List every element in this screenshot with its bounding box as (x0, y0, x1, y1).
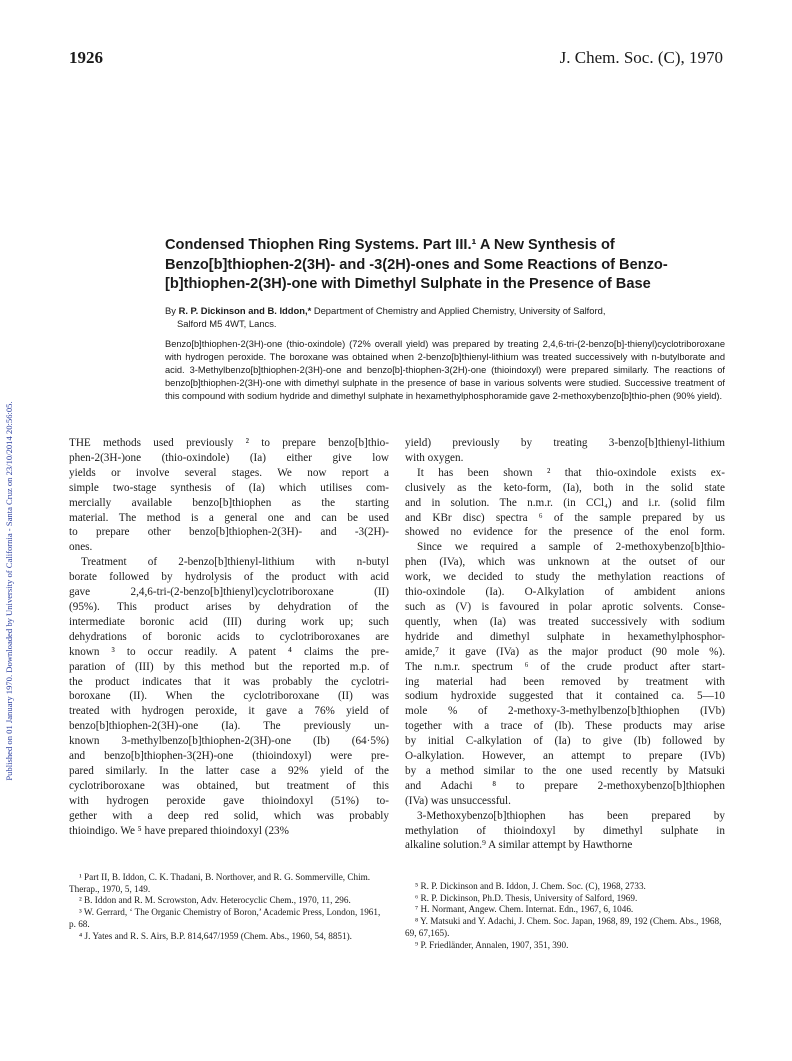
journal-running-head: J. Chem. Soc. (C), 1970 (559, 48, 723, 67)
footnote: ⁵ R. P. Dickinson and B. Iddon, J. Chem. Soc. (C), 1968, 2733. (415, 881, 646, 891)
footnote: ² B. Iddon and R. M. Scrowston, Adv. Heterocyclic Chem., 1970, 11, 296. (79, 895, 351, 906)
body-text-line: sodium hydroxide suggested that it contained ca. 5—10 (405, 690, 725, 703)
body-text-line: and benzo[b]thiophen-3(2H)-one (thioindoxyl) were pre- (69, 750, 389, 763)
body-text-line: benzo[b]thiophen-2(3H)-one (Ia). The previously un- (69, 720, 389, 733)
body-text-line: with oxygen. (405, 451, 464, 464)
body-text-line: O-alkylation. However, an attempt to prepare (IVb) (405, 750, 725, 763)
body-text-line: (IVa) was unsuccessful. (405, 794, 511, 807)
body-text-line: by initial C-alkylation of (Ia) to give (Ib) followed by (405, 735, 725, 748)
body-text-line: mole % of 2-methoxy-3-methylbenzo[b]thiophen (IVb) (405, 705, 725, 718)
body-text-line: known ³ to occur readily. A patent ⁴ claims the pre- (69, 645, 389, 658)
body-text-line: and KBr disc) spectra ⁶ of the sample prepared by us (405, 511, 725, 524)
body-text-line: simple two-stage synthesis of (Ia) which utilises com- (69, 481, 389, 494)
body-text-line: with hydrogen peroxide gave thioindoxyl (51%) to- (69, 794, 389, 807)
body-text-line: intermediate boronic acid (III) during work up; such (69, 615, 389, 628)
body-text-line: pared similarly. In the latter case a 92% yield of the (69, 764, 389, 777)
body-text-line: dehydrations of boronic acids to cyclotriboroxanes are (69, 630, 389, 643)
body-text-line: together with a trace of (Ib). These products may arise (405, 720, 725, 733)
body-text-line: methylation of thioindoxyl by dimethyl sulphate in (405, 824, 725, 837)
footnote: ⁹ P. Friedländer, Annalen, 1907, 351, 390. (415, 939, 569, 950)
affiliation: Department of Chemistry and Applied Chemistry, University of Salford, (313, 305, 606, 316)
footnote: ⁷ H. Normant, Angew. Chem. Internat. Edn., 1967, 6, 1046. (415, 904, 634, 915)
affiliation-address: Salford M5 4WT, Lancs. (177, 318, 277, 329)
footnote: ⁴ J. Yates and R. S. Airs, B.P. 814,647/1959 (Chem. Abs., 1960, 54, 8851). (79, 930, 352, 941)
body-text-line: Treatment of 2-benzo[b]thienyl-lithium with n-butyl (81, 556, 389, 569)
body-text-line: material. The method is a general one and can be used (69, 511, 389, 524)
title-line: Benzo[b]thiophen-2(3H)- and -3(2H)-ones and Some Reactions of Benzo- (165, 256, 668, 273)
footnote: ⁶ R. P. Dickinson, Ph.D. Thesis, University of Salford, 1969. (415, 892, 638, 903)
title-line: Condensed Thiophen Ring Systems. Part III.¹ A New Synthesis of (165, 237, 615, 253)
download-watermark: Published on 01 January 1970. Downloaded by University of California - Santa Cruz on 23/10/2014 20:56:05. (4, 401, 14, 781)
body-text-line: THE methods used previously ² to prepare benzo[b]thio- (69, 437, 389, 449)
footnotes-left (69, 872, 389, 942)
footnote: ³ W. Gerrard, ‘ The Organic Chemistry of Boron,’ Academic Press, London, 1961, p. 68. (69, 907, 381, 929)
author-names: R. P. Dickinson and B. Iddon,* (178, 305, 312, 316)
body-text-line: mercially available benzo[b]thiophen as the starting (69, 496, 389, 509)
body-text-line: work, we decided to study the methylation reactions of (405, 571, 725, 584)
footnote: ⁸ Y. Matsuki and Y. Adachi, J. Chem. Soc. Japan, 1968, 89, 192 (Chem. Abs., 1968, 69, 67,165). (405, 916, 722, 938)
body-text-line: yield) previously by treating 3-benzo[b]thienyl-lithium (405, 437, 725, 449)
body-text-line: and in solution. The n.m.r. (in CCl₄) and i.r. (solid film (405, 496, 725, 509)
body-text-line: gether with a deep red solid, which was probably (69, 809, 389, 822)
abstract: Benzo[b]thiophen-2(3H)-one (thio-oxindole) (72% overall yield) was prepared by treating 2,4,6-tri-(2-benzo[b]-thienyl)cyclotriboroxane with hydrogen peroxide. The boroxane was obtained when 2-benzo[b]thienyl-lithium was treated successively with n-butylborate and acid. 3-Methylbenzo[b]thiophen-2(3H)-one and benzo[b]-thiophen-3(2H)-one (thioindoxyl) were prepared similarly. The reactions of benzo[b]thiophen-2(3H)-one with dimethyl sulphate in the presence of base in various solvents were studied. Successive treatment of this compound with sodium hydride and dimethyl sulphate in hexamethylphosphoramide gave 2-methoxybenzo[b]thio-phen (90% yield). (165, 339, 725, 401)
body-text-line: yields or involve several stages. We now report a (69, 466, 389, 479)
body-text-line: borate followed by hydrolysis of the product with acid (69, 571, 389, 584)
body-text-line: gave 2,4,6-tri-(2-benzo[b]thienyl)cyclotriboroxane (II) (69, 586, 389, 599)
body-text-line: The n.m.r. spectrum ⁶ of the crude product after start- (405, 660, 725, 673)
body-text-line: hydride and dimethyl sulphate in hexamethylphosphor- (405, 630, 725, 643)
body-text-line: treated with hydrogen peroxide, it gave a 76% yield of (69, 705, 389, 718)
article-title (165, 236, 725, 295)
body-text-line: and Adachi ⁸ to prepare 2-methoxybenzo[b]thiophen (405, 779, 725, 792)
page-number: 1926 (69, 48, 103, 67)
footnote: ¹ Part II, B. Iddon, C. K. Thadani, B. Northover, and R. G. Sommerville, Chim. Therap., 1970, 5, 149. (69, 872, 371, 894)
author-block (165, 304, 725, 330)
body-text-line: showed no evidence for the presence of the enol form. (405, 526, 725, 539)
body-text-line: paration of (III) by this method but the reported m.p. of (69, 660, 389, 673)
body-text-line: known 3-methylbenzo[b]thiophen-2(3H)-one (Ib) (64·5%) (69, 735, 389, 748)
body-text-line: It has been shown ² that thio-oxindole exists ex- (417, 466, 725, 479)
body-text-line: by a method similar to the one used recently by Matsuki (405, 764, 725, 777)
title-line: [b]thiophen-2(3H)-one with Dimethyl Sulphate in the Presence of Base (165, 276, 651, 292)
body-text-line: alkaline solution.⁹ A similar attempt by Hawthorne (405, 839, 633, 852)
body-text-line: clusively as the keto-form, (Ia), both in the solid state (405, 481, 725, 494)
body-text-line: phen (IVa), which was unknown at the outset of our (405, 556, 725, 569)
body-column-right (405, 436, 725, 853)
body-text-line: ing material had been removed by treatment with (405, 675, 725, 688)
by-label: By (165, 305, 176, 316)
body-text-line: to prepare other benzo[b]thiophen-2(3H)- and -3(2H)- (69, 526, 389, 539)
body-text-line: such as (V) is favoured in polar aprotic solvents. Conse- (405, 600, 725, 613)
body-column-left (69, 436, 389, 838)
body-text-line: ones. (69, 541, 93, 554)
body-text-line: quently, when (Ia) was treated successively with sodium (405, 615, 725, 628)
body-text-line: the product indicates that it was probably the cyclotri- (69, 675, 389, 688)
body-text-line: 3-Methoxybenzo[b]thiophen has been prepared by (417, 809, 725, 822)
body-text-line: boroxane (II). When the cyclotriboroxane (II) was (69, 690, 389, 703)
body-text-line: Since we required a sample of 2-methoxybenzo[b]thio- (417, 541, 725, 554)
body-text-line: cyclotriboroxane was obtained, but treatment of this (69, 779, 389, 792)
body-text-line: thioindigo. We ⁵ have prepared thioindoxyl (23% (69, 824, 289, 837)
body-text-line: (95%). This product arises by dehydration of the (69, 600, 389, 613)
body-text-line: phen-2(3H-)one (thio-oxindole) (Ia) either give low (69, 451, 389, 464)
footnotes-right (405, 881, 725, 951)
body-text-line: amide,⁷ it gave (IVa) as the major product (90 mole %). (405, 645, 725, 658)
body-text-line: thio-oxindole (Ia). O-Alkylation of ambident anions (405, 586, 725, 599)
